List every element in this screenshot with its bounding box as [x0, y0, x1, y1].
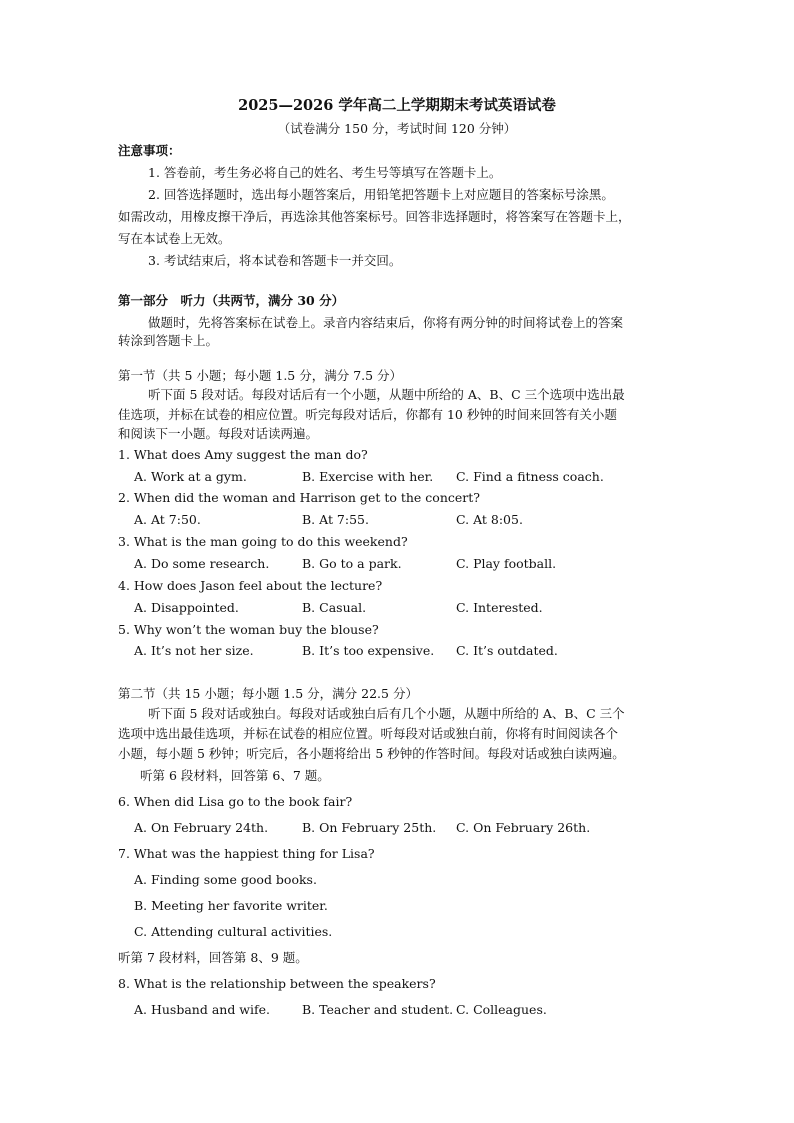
section2-intro-line-1: 听下面 5 段对话或独白。每段对话或独白后有几个小题，从题中所给的 A、B、C 三个: [148, 706, 625, 721]
note-item-2-line-3: 写在本试卷上无效。: [118, 231, 231, 246]
material-7-instruction: 听第 7 段材料，回答第 8、9 题。: [118, 950, 308, 965]
q1-option-b: B. Exercise with her.: [302, 469, 434, 484]
question-3: 3. What is the man going to do this weekend?: [118, 534, 408, 549]
exam-subtitle: （试卷满分 150 分，考试时间 120 分钟）: [277, 121, 517, 136]
q4-option-a: A. Disappointed.: [134, 600, 239, 615]
q3-option-b: B. Go to a park.: [302, 556, 402, 571]
q2-option-a: A. At 7:50.: [134, 512, 201, 527]
notes-heading: 注意事项：: [118, 143, 181, 158]
q7-option-c: C. Attending cultural activities.: [134, 924, 333, 939]
section1-intro-line-1: 听下面 5 段对话。每段对话后有一个小题，从题中所给的 A、B、C 三个选项中选出最: [148, 387, 625, 402]
q8-option-c: C. Colleagues.: [456, 1002, 547, 1017]
question-8: 8. What is the relationship between the speakers?: [118, 976, 436, 991]
note-item-1: 1. 答卷前，考生务必将自己的姓名、考生号等填写在答题卡上。: [148, 165, 502, 180]
q4-option-c: C. Interested.: [456, 600, 543, 615]
question-2: 2. When did the woman and Harrison get to the concert?: [118, 490, 480, 505]
section1-intro-line-3: 和阅读下一小题。每段对话读两遍。: [118, 426, 319, 441]
note-item-2-line-1: 2. 回答选择题时，选出每小题答案后，用铅笔把答题卡上对应题目的答案标号涂黑。: [148, 187, 614, 202]
q1-option-c: C. Find a fitness coach.: [456, 469, 604, 484]
q7-option-a: A. Finding some good books.: [134, 872, 317, 887]
q2-option-c: C. At 8:05.: [456, 512, 523, 527]
exam-title: 2025—2026 学年高二上学期期末考试英语试卷: [238, 97, 556, 114]
q8-option-b: B. Teacher and student.: [302, 1002, 454, 1017]
question-6: 6. When did Lisa go to the book fair?: [118, 794, 353, 809]
section2-intro-line-3: 小题，每小题 5 秒钟；听完后，各小题将给出 5 秒钟的作答时间。每段对话或独白读两遍。: [118, 746, 625, 761]
note-item-3: 3. 考试结束后，将本试卷和答题卡一并交回。: [148, 253, 402, 268]
q5-option-a: A. It’s not her size.: [134, 643, 254, 658]
note-item-2-line-2: 如需改动，用橡皮擦干净后，再选涂其他答案标号。回答非选择题时，将答案写在答题卡上，: [118, 209, 631, 224]
q5-option-b: B. It’s too expensive.: [302, 643, 435, 658]
section1-heading: 第一节（共 5 小题；每小题 1.5 分，满分 7.5 分）: [118, 368, 403, 383]
material-6-instruction: 听第 6 段材料，回答第 6、7 题。: [140, 768, 330, 783]
part1-heading: 第一部分 听力（共两节，满分 30 分）: [118, 293, 345, 308]
q6-option-b: B. On February 25th.: [302, 820, 437, 835]
q5-option-c: C. It’s outdated.: [456, 643, 558, 658]
q3-option-a: A. Do some research.: [134, 556, 270, 571]
q8-option-a: A. Husband and wife.: [134, 1002, 270, 1017]
q2-option-b: B. At 7:55.: [302, 512, 369, 527]
q7-option-b: B. Meeting her favorite writer.: [134, 898, 328, 913]
q6-option-a: A. On February 24th.: [134, 820, 269, 835]
question-5: 5. Why won’t the woman buy the blouse?: [118, 622, 379, 637]
section2-heading: 第二节（共 15 小题；每小题 1.5 分，满分 22.5 分）: [118, 686, 418, 701]
question-1: 1. What does Amy suggest the man do?: [118, 447, 368, 462]
question-7: 7. What was the happiest thing for Lisa?: [118, 846, 375, 861]
q3-option-c: C. Play football.: [456, 556, 557, 571]
q1-option-a: A. Work at a gym.: [134, 469, 247, 484]
question-4: 4. How does Jason feel about the lecture?: [118, 578, 383, 593]
section2-intro-line-2: 选项中选出最佳选项，并标在试卷的相应位置。听每段对话或独白前，你将有时间阅读各个: [118, 726, 619, 741]
section1-intro-line-2: 佳选项，并标在试卷的相应位置。听完每段对话后，你都有 10 秒钟的时间来回答有关小题: [118, 407, 617, 422]
q4-option-b: B. Casual.: [302, 600, 367, 615]
part1-intro-line-2: 转涂到答题卡上。: [118, 333, 219, 348]
part1-intro-line-1: 做题时，先将答案标在试卷上。录音内容结束后，你将有两分钟的时间将试卷上的答案: [148, 315, 624, 330]
q6-option-c: C. On February 26th.: [456, 820, 591, 835]
